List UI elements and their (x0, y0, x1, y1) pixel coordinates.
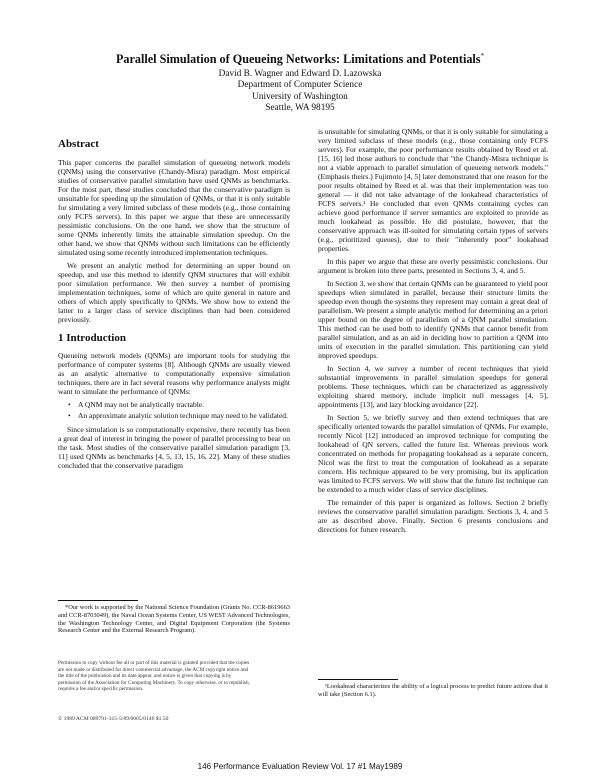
right-column (318, 127, 548, 538)
department: Department of Computer Science (237, 80, 363, 91)
intro-paragraph: The remainder of this paper is organized as follows. Section 2 briefly reviews the conservative parallel simulation paradigm. Sections 3, 4, and 5 are as described above. Finally, Section 6 presents conclusions and directions for future research. (318, 498, 548, 534)
footnote-rule (318, 679, 398, 680)
footnote-rule (58, 600, 138, 601)
author-block (0, 69, 600, 115)
abstract-paragraph: We present an analytic method for determining an upper bound on speedup, and use this method to identify QNM structures that will exhibit poor simulation performance. We then survey a number of promising implementation techniques, some of which are quite general in nature and others of which apply specifically to QNMs. We show how to extend the latter to a larger class of service disciplines than had been considered previously. (58, 261, 290, 324)
location: Seattle, WA 98195 (265, 103, 335, 114)
footnote-lookahead (318, 683, 548, 701)
reasons-list (58, 400, 290, 420)
page-footer: 146 Performance Evaluation Review Vol. 17 #1 May1989 (197, 762, 403, 771)
title-text: Parallel Simulation of Queueing Networks: Limitations and Potentials (115, 52, 481, 67)
intro-paragraph: In this paper we argue that these are overly pessimistic conclusions. Our argument is broken into three parts, presented in Sections 3, 4, and 5. (318, 257, 548, 275)
authors: David B. Wagner and Edward D. Lazowska (218, 69, 382, 80)
intro-paragraph: In Section 4, we survey a number of recent techniques that yield substantial improvements in parallel simulation speedups for general problems. These techniques, which can be characterized as aggressively exploiting shared memory, include implicit null messages [4, 5], appointments [13], and lazy blocking avoidance [22]. (318, 364, 548, 409)
paper-header (0, 52, 600, 115)
abstract-heading: Abstract (58, 138, 99, 150)
intro-paragraph: is unsuitable for simulating QNMs, or that it is only suitable for simulating a very limited subclass of these models (e.g., those containing only FCFS servers). For example, the poor performance results obtained by Reed et al. [15, 16] led those authors to conclude that "the Chandy-Misra technique is not a viable approach to parallel simulation of queueing network models." (Emphasis theirs.) Fujimoto [4, 5] later demonstrated that one reason for the poor results obtained by Reed et al. was that their implementation was too general — it did not take advantage of the lookahead characteristics of FCFS servers.¹ He concluded that even QNMs containing cycles can achieve good performance if server semantics are exploited to provide as much lookahead as possible. He did postulate, however, that the conservative approach was ill-suited for simulating certain types of servers (e.g., prioritized queues), due to their "inherently poor" lookahead properties. (318, 127, 548, 253)
footnote-funding (58, 604, 290, 637)
introduction-heading: 1 Introduction (58, 332, 126, 344)
intro-paragraph: In Section 5, we briefly survey and then extend techniques that are specifically oriented towards the parallel simulation of QNMs. For example, recently Nicol [12] introduced an improved technique for computing the lookahead of QN servers, called the future list. Whereas previous work concentrated on methods for propagating lookahead as a separate concern, Nicol was the first to treat the computation of lookahead as a separate concern. His technique appeared to be very promising, but its application was limited to FCFS servers. We will show that the future list technique can be extended to a much wider class of service disciplines. (318, 413, 548, 494)
university: University of Washington (252, 91, 348, 102)
paper-title (0, 52, 600, 67)
copyright-notice: Permission to copy without fee all or part of this material is granted provided that the copies are not made or distributed for direct commercial advantage, the ACM copyright notice and the title of the publication and its date appear, and notice is given that copying is by permission of the Association for Computing Machinery. To copy otherwise, or to republish, requires a fee and/or specific permission. (58, 660, 250, 693)
intro-paragraph: In Section 3, we show that certain QNMs can be guaranteed to yield poor speedups when simulated in parallel, because their structure limits the speedup even though the systems they represent may contain a great deal of parallelism. We present a simple analytic method for determining an a priori upper bound on the degree of parallelism of a QNM parallel simulation. This method can be used both to identify QNMs that cannot benefit from parallel simulation, and as an aid in deciding how to partition a QNM into units of execution in the parallel simulation. This partitioning can yield improved speedups. (318, 279, 548, 360)
title-footnote-mark: * (480, 52, 485, 60)
left-column (58, 140, 290, 474)
footnote-text: *Our work is supported by the National Science Foundation (Grants No. CCR-8619663 and CCR-8703049), the Naval Ocean Systems Center, US WEST Advanced Technologies, the Washington Technology Center, and Digital Equipment Corporation (the Systems Research Center and the External Research Program). (58, 604, 290, 635)
footnote-text: ¹Lookahead characterizes the ability of a logical process to predict future actions that it will take (Section 6.1). (318, 683, 548, 698)
intro-paragraph: Since simulation is so computationally expensive, there recently has been a great deal of interest in bringing the power of parallel processing to bear on the task. Most studies of the conservative parallel simulation paradigm [3, 11] used QNMs as benchmarks [4, 5, 13, 15, 16, 22]. Many of these studies concluded that the conservative paradigm (58, 425, 290, 470)
issn-line: © 1989 ACM 089791-315-5/89/0005/0146 $1.50 (58, 716, 169, 722)
abstract-paragraph: This paper concerns the parallel simulation of queueing network models (QNMs) using the conservative (Chandy-Misra) paradigm. Most empirical studies of conservative parallel simulation have used QNMs as benchmarks. For the most part, these studies concluded that the conservative paradigm is unsuitable for speeding up the simulation of QNMs, or that it is only suitable for simulating a very limited subclass of these models (e.g., those containing only FCFS servers). In this paper we argue that these are unnecessarily pessimistic conclusions. On the one hand, we show that the structure of some QNMs inherently limits the attainable simulation speedup. On the other hand, we show that QNMs without such limitations can be efficiently simulated using some recently introduced implementation techniques. (58, 158, 290, 257)
list-item: • A QNM may not be analytically tractable. (68, 400, 290, 409)
list-item: • An approximate analytic solution technique may need to be validated. (68, 411, 290, 420)
intro-paragraph: Queueing network models (QNMs) are important tools for studying the performance of computer systems [8]. Although QNMs are usually viewed as an analytic alternative to computationally expensive simulation techniques, there are in fact several reasons why performance analysts might want to simulate the performance of QNMs: (58, 351, 290, 396)
